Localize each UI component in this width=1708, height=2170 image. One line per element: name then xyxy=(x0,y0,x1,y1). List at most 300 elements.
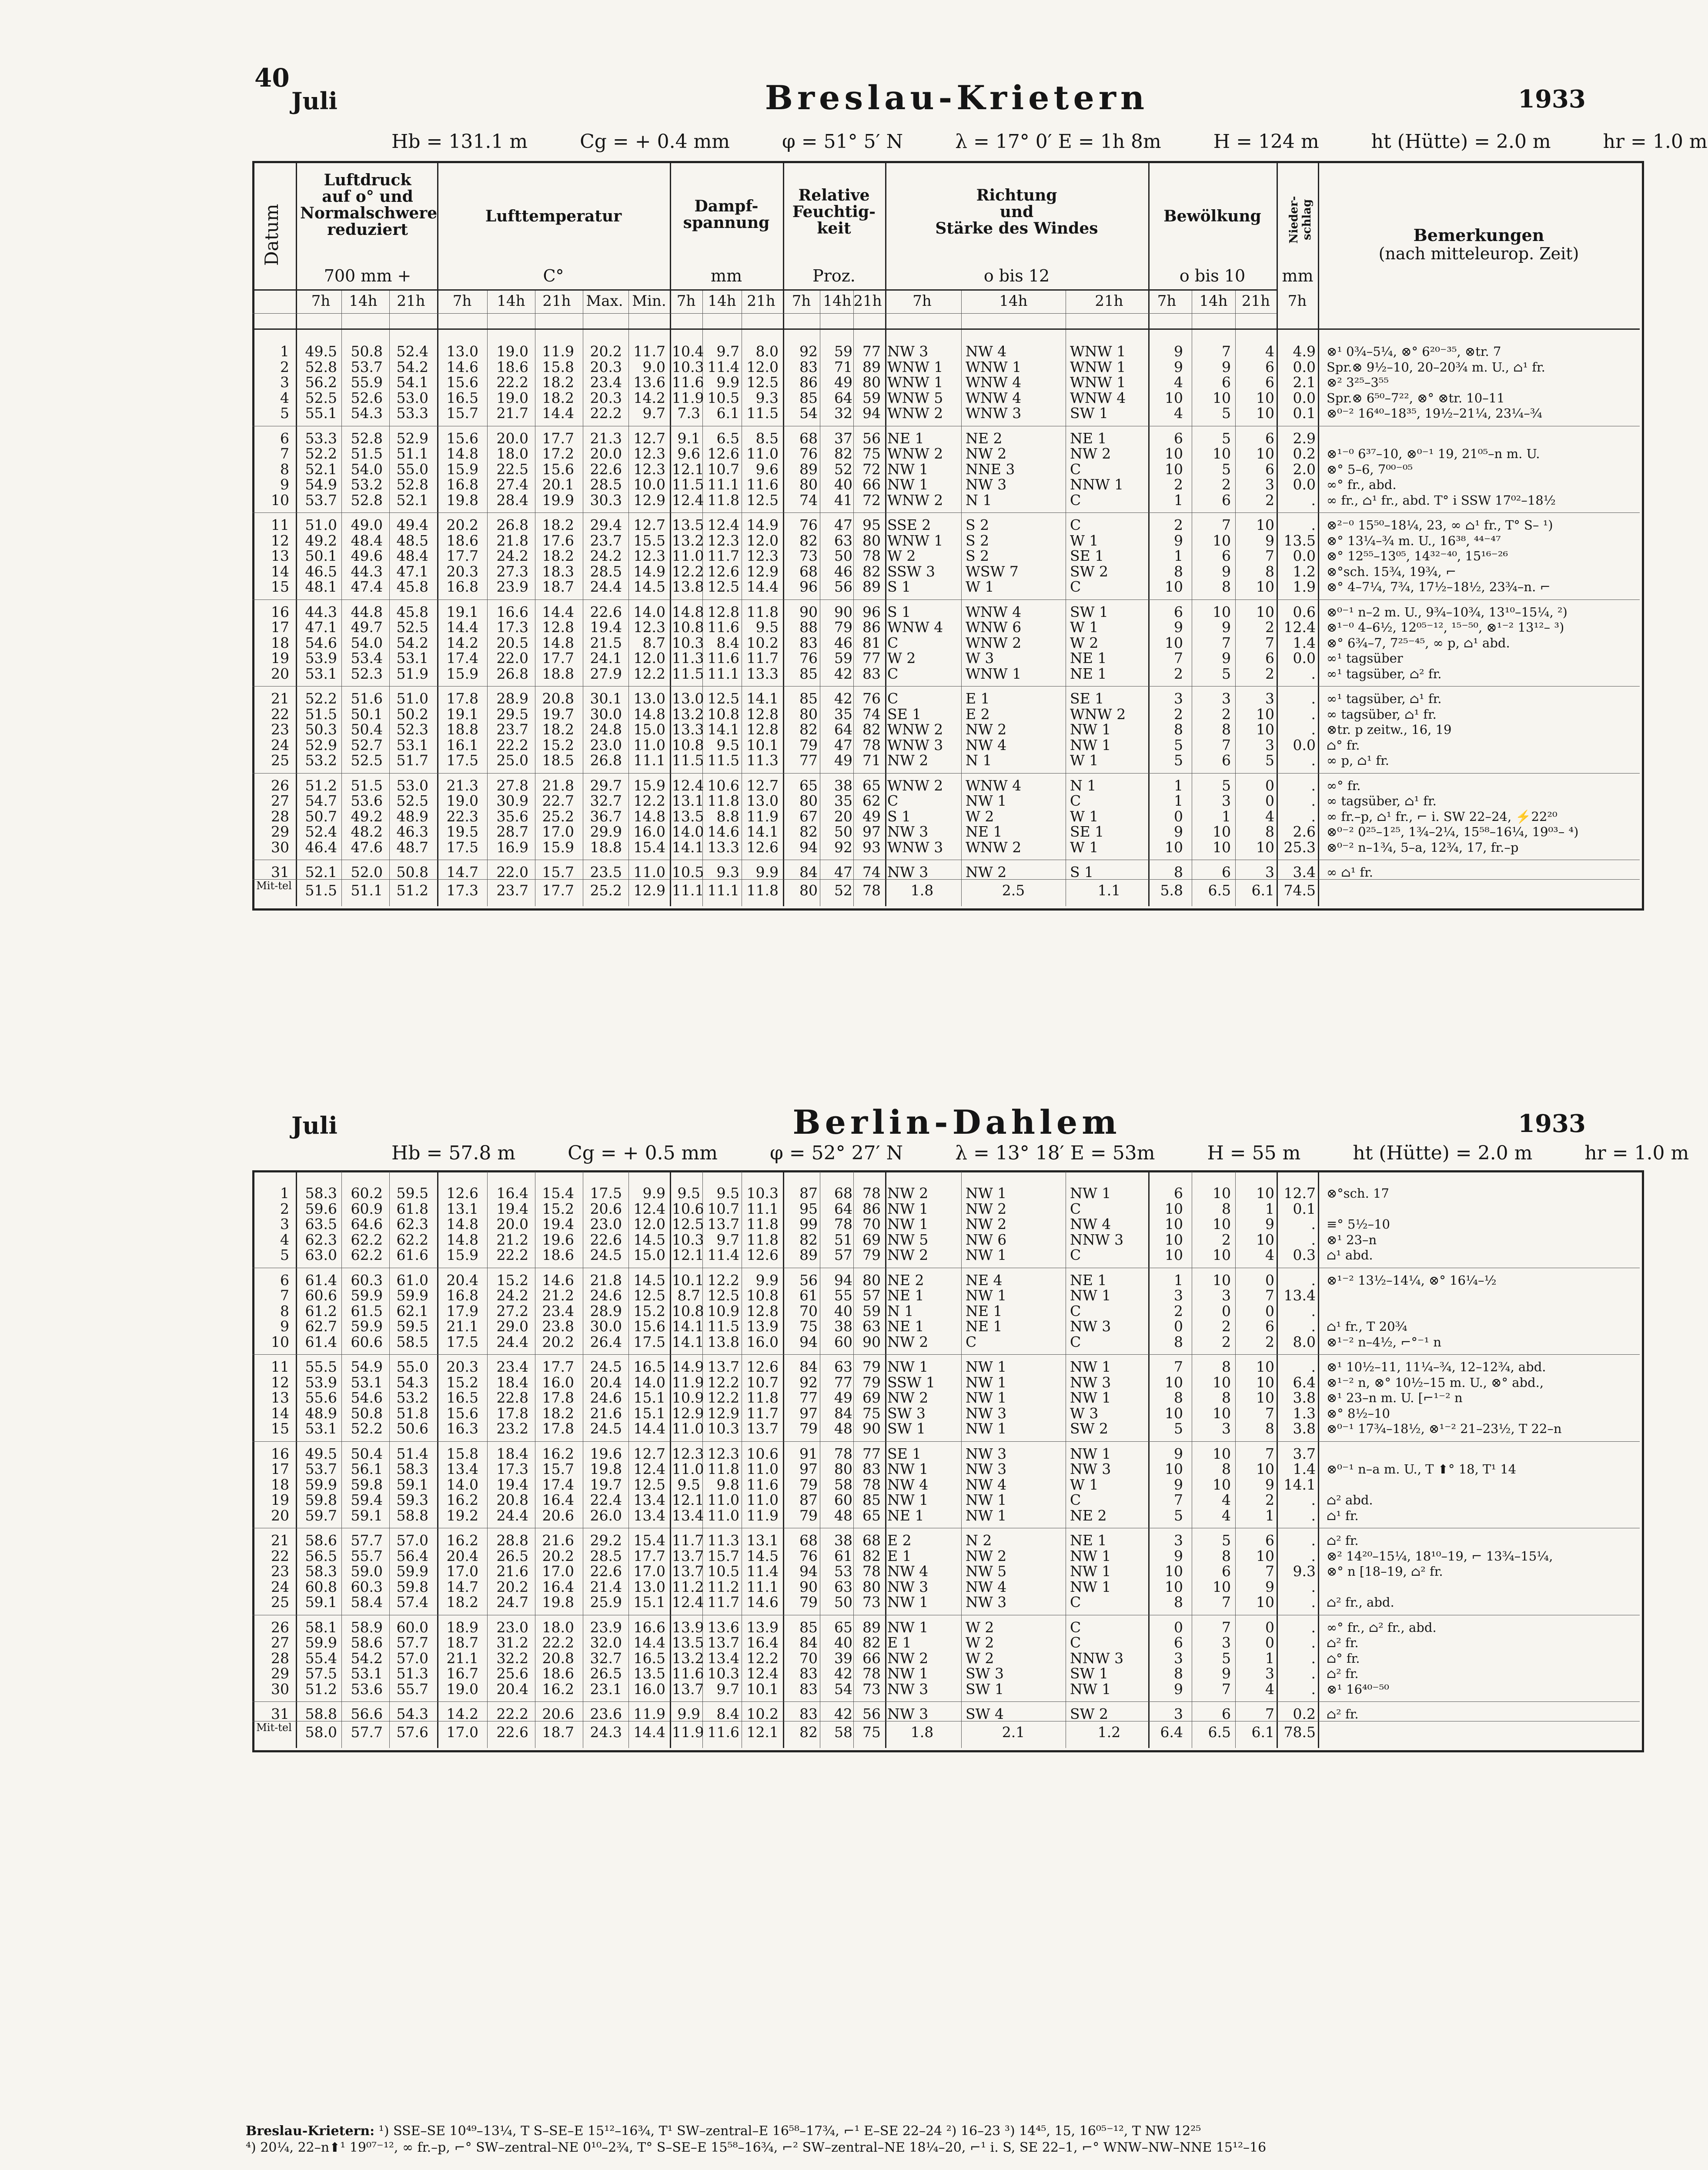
cloud-value: 2 xyxy=(1174,516,1183,533)
humidity-value: 42 xyxy=(834,1705,852,1722)
temperature-value: 19.0 xyxy=(446,792,478,809)
temperature-value: 12.0 xyxy=(633,650,665,666)
temperature-value: 16.0 xyxy=(633,1680,665,1698)
day-number: 12 xyxy=(271,532,289,549)
temperature-value: 9.9 xyxy=(642,1185,665,1202)
pressure-value: 52.0 xyxy=(351,864,383,881)
temperature-value: 18.5 xyxy=(542,752,574,769)
temperature-value: 25.0 xyxy=(496,752,528,769)
mean-value: 23.7 xyxy=(496,881,528,899)
humidity-value: 60 xyxy=(834,1333,852,1350)
humidity-value: 82 xyxy=(834,445,852,462)
data-row xyxy=(0,737,1708,753)
wind-value: NW 2 xyxy=(966,864,1007,881)
humidity-value: 90 xyxy=(862,1333,881,1350)
humidity-value: 47 xyxy=(834,736,852,753)
cloud-value: 0 xyxy=(1265,792,1274,809)
wind-value: E 2 xyxy=(887,1532,912,1549)
data-row xyxy=(0,431,1708,446)
pressure-value: 62.2 xyxy=(351,1231,383,1248)
mean-value: 5.8 xyxy=(1160,881,1183,899)
temperature-value: 21.1 xyxy=(446,1649,478,1667)
vapour-value: 12.8 xyxy=(746,1302,779,1319)
vapour-value: 9.5 xyxy=(755,619,779,636)
temperature-value: 22.6 xyxy=(590,603,622,620)
humidity-value: 76 xyxy=(799,445,818,462)
cloud-value: 8 xyxy=(1222,1200,1231,1217)
temperature-value: 17.7 xyxy=(542,650,574,666)
remark-text: ⊗¹ 23–n xyxy=(1327,1232,1377,1247)
pressure-value: 55.5 xyxy=(305,1358,337,1375)
temperature-value: 13.1 xyxy=(446,1200,478,1217)
temperature-value: 15.9 xyxy=(633,777,665,794)
humidity-value: 82 xyxy=(799,532,818,549)
cloud-value: 9 xyxy=(1174,823,1183,840)
wind-value: WNW 2 xyxy=(966,634,1022,651)
temperature-value: 29.5 xyxy=(496,705,528,723)
vapour-value: 11.8 xyxy=(707,491,739,509)
temperature-value: 15.6 xyxy=(633,1318,665,1335)
data-row xyxy=(0,359,1708,375)
wind-value: C xyxy=(1070,1333,1081,1350)
wind-value: NW 1 xyxy=(1070,721,1111,738)
mean-value: 22.6 xyxy=(496,1723,528,1741)
wind-value: NW 1 xyxy=(966,1491,1007,1508)
wind-value: C xyxy=(887,665,899,682)
wind-value: WNW 2 xyxy=(887,777,943,794)
pressure-value: 45.8 xyxy=(396,603,428,620)
precipitation-value: 1.9 xyxy=(1293,578,1316,595)
vapour-value: 12.6 xyxy=(746,838,779,856)
cloud-value: 10 xyxy=(1213,1271,1231,1289)
pressure-value: 52.9 xyxy=(305,736,337,753)
precipitation-value: . xyxy=(1311,1358,1316,1375)
vapour-value: 14.1 xyxy=(672,838,704,856)
wind-value: W 3 xyxy=(966,650,994,666)
precipitation-value: . xyxy=(1311,1302,1316,1319)
temperature-value: 24.5 xyxy=(590,1246,622,1263)
temperature-value: 19.7 xyxy=(542,705,574,723)
pressure-value: 52.1 xyxy=(305,460,337,478)
temperature-value: 14.2 xyxy=(446,1705,478,1722)
temperature-value: 23.0 xyxy=(590,1216,622,1232)
temperature-value: 15.4 xyxy=(633,1532,665,1549)
humidity-value: 85 xyxy=(799,389,818,406)
wind-value: NW 4 xyxy=(1070,1216,1111,1232)
humidity-value: 67 xyxy=(799,807,818,825)
temperature-value: 21.8 xyxy=(590,1271,622,1289)
day-number: 18 xyxy=(271,1476,289,1493)
temperature-value: 20.3 xyxy=(446,563,478,580)
humidity-value: 89 xyxy=(799,1246,818,1263)
mean-value: 51.5 xyxy=(305,881,337,899)
temperature-value: 16.5 xyxy=(446,389,478,406)
pressure-value: 57.4 xyxy=(396,1594,428,1611)
temperature-value: 17.0 xyxy=(542,823,574,840)
precipitation-value: 8.0 xyxy=(1293,1333,1316,1350)
humidity-value: 40 xyxy=(834,1634,852,1651)
vapour-value: 12.1 xyxy=(672,1246,704,1263)
pressure-value: 52.1 xyxy=(396,491,428,509)
remark-text: ⊗¹ 16⁴⁰⁻⁵⁰ xyxy=(1327,1681,1389,1697)
cloud-value: 10 xyxy=(1256,578,1274,595)
unit-niederschlag: mm xyxy=(1282,266,1314,285)
pressure-value: 59.9 xyxy=(396,1563,428,1580)
vapour-value: 11.2 xyxy=(672,1578,704,1595)
pressure-value: 59.9 xyxy=(351,1287,383,1304)
humidity-value: 90 xyxy=(862,1420,881,1437)
cloud-value: 6 xyxy=(1265,1318,1274,1335)
vapour-value: 12.0 xyxy=(746,532,779,549)
humidity-value: 35 xyxy=(834,792,852,809)
remark-text: ∞ ⌂¹ fr. xyxy=(1327,865,1373,880)
temperature-value: 14.9 xyxy=(633,563,665,580)
remark-text: ⌂¹ fr., T 20¾ xyxy=(1327,1319,1407,1334)
humidity-value: 69 xyxy=(862,1389,881,1406)
humidity-value: 83 xyxy=(799,1665,818,1682)
wind-value: W 1 xyxy=(1070,752,1099,769)
wind-value: W 1 xyxy=(1070,1476,1099,1493)
humidity-value: 54 xyxy=(799,405,818,422)
wind-value: SSW 1 xyxy=(887,1373,936,1391)
pressure-value: 58.8 xyxy=(305,1705,337,1722)
cloud-value: 8 xyxy=(1222,578,1231,595)
humidity-value: 70 xyxy=(799,1649,818,1667)
mean-value: 6.1 xyxy=(1251,881,1274,899)
humidity-value: 42 xyxy=(834,690,852,707)
cloud-value: 5 xyxy=(1222,777,1231,794)
precipitation-value: . xyxy=(1311,1649,1316,1667)
wind-value: NW 1 xyxy=(887,1200,929,1217)
temperature-value: 30.3 xyxy=(590,491,622,509)
pressure-value: 54.1 xyxy=(396,374,428,391)
wind-value: SW 1 xyxy=(966,1680,1004,1698)
pressure-value: 56.4 xyxy=(396,1547,428,1564)
remark-text: ≡° 5½–10 xyxy=(1327,1217,1390,1232)
vapour-value: 12.9 xyxy=(746,563,779,580)
temperature-value: 12.8 xyxy=(542,619,574,636)
unit-luftdruck: 700 mm + xyxy=(324,266,411,285)
vapour-value: 13.7 xyxy=(707,1358,739,1375)
wind-value: NW 2 xyxy=(966,721,1007,738)
temperature-value: 16.2 xyxy=(542,1445,574,1462)
remark-text: ⊗°sch. 17 xyxy=(1327,1186,1389,1201)
humidity-value: 77 xyxy=(834,1373,852,1391)
temperature-value: 28.8 xyxy=(496,1532,528,1549)
humidity-value: 78 xyxy=(862,1665,881,1682)
day-number: 8 xyxy=(280,460,289,478)
temperature-value: 17.9 xyxy=(446,1302,478,1319)
cloud-value: 9 xyxy=(1222,563,1231,580)
temperature-value: 25.6 xyxy=(496,1665,528,1682)
vapour-value: 9.9 xyxy=(755,864,779,881)
remark-text: ∞ tagsüber, ⌂¹ fr. xyxy=(1327,707,1437,722)
wind-value: NW 4 xyxy=(887,1563,929,1580)
remark-text: ⊗⁰⁻¹ 17¾–18½, ⊗¹⁻² 21–23½, T 22–n xyxy=(1327,1421,1562,1436)
humidity-value: 70 xyxy=(799,1302,818,1319)
pressure-value: 53.2 xyxy=(351,476,383,493)
pressure-value: 53.2 xyxy=(305,752,337,769)
vapour-value: 11.9 xyxy=(672,389,704,406)
temperature-value: 12.7 xyxy=(633,1445,665,1462)
temperature-value: 18.7 xyxy=(542,578,574,595)
humidity-value: 83 xyxy=(799,358,818,375)
humidity-value: 50 xyxy=(834,1594,852,1611)
humidity-value: 71 xyxy=(862,752,881,769)
temperature-value: 30.0 xyxy=(590,1318,622,1335)
pressure-value: 62.3 xyxy=(396,1216,428,1232)
temperature-value: 16.6 xyxy=(633,1618,665,1636)
temperature-value: 17.7 xyxy=(542,429,574,447)
precipitation-value: 1.3 xyxy=(1293,1404,1316,1422)
remark-text: Spr.⊗ 9½–10, 20–20¾ m. U., ⌂¹ fr. xyxy=(1327,359,1545,375)
cloud-value: 7 xyxy=(1265,1404,1274,1422)
cloud-value: 7 xyxy=(1222,634,1231,651)
remark-text: ⊗¹ 0¾–5¼, ⊗° 6²⁰⁻³⁵, ⊗tr. 7 xyxy=(1327,344,1501,359)
sub-header-h21: 21h xyxy=(747,292,775,310)
temperature-value: 24.6 xyxy=(590,1287,622,1304)
pressure-value: 46.5 xyxy=(305,563,337,580)
humidity-value: 84 xyxy=(799,864,818,881)
pressure-value: 58.8 xyxy=(396,1507,428,1524)
mean-value: 2.5 xyxy=(1002,881,1025,899)
wind-value: NW 1 xyxy=(966,1420,1007,1437)
wind-value: C xyxy=(887,690,899,707)
header-line: Dampf- xyxy=(694,197,759,215)
humidity-value: 87 xyxy=(799,1491,818,1508)
wind-value: NW 3 xyxy=(966,1594,1007,1611)
humidity-value: 63 xyxy=(834,1358,852,1375)
vapour-value: 13.5 xyxy=(672,516,704,533)
precipitation-value: 2.1 xyxy=(1293,374,1316,391)
humidity-value: 93 xyxy=(862,838,881,856)
pressure-value: 48.4 xyxy=(351,532,383,549)
cloud-value: 10 xyxy=(1256,721,1274,738)
wind-value: NW 3 xyxy=(887,343,929,360)
cloud-value: 10 xyxy=(1165,389,1183,406)
humidity-value: 76 xyxy=(799,650,818,666)
vapour-value: 9.9 xyxy=(677,1705,700,1722)
pressure-value: 53.7 xyxy=(351,358,383,375)
temperature-value: 13.0 xyxy=(633,1578,665,1595)
humidity-value: 83 xyxy=(799,634,818,651)
precipitation-value: 1.4 xyxy=(1293,634,1316,651)
data-row xyxy=(0,1533,1708,1548)
temperature-value: 25.2 xyxy=(542,807,574,825)
mean-value: 18.7 xyxy=(542,1723,574,1741)
vapour-value: 14.5 xyxy=(746,1547,779,1564)
remark-text: ⌂° fr. xyxy=(1327,737,1360,753)
cloud-value: 0 xyxy=(1265,777,1274,794)
vapour-value: 11.6 xyxy=(707,619,739,636)
wind-value: NE 1 xyxy=(966,823,1003,840)
vapour-value: 12.4 xyxy=(672,1594,704,1611)
wind-value: SW 1 xyxy=(1070,1665,1109,1682)
data-row xyxy=(0,390,1708,406)
cloud-value: 10 xyxy=(1256,603,1274,620)
vapour-value: 13.7 xyxy=(672,1547,704,1564)
data-row xyxy=(0,1303,1708,1319)
data-row xyxy=(0,840,1708,855)
data-row xyxy=(0,793,1708,809)
wind-value: NW 4 xyxy=(966,736,1007,753)
cloud-value: 5 xyxy=(1222,665,1231,682)
wind-value: W 2 xyxy=(966,1649,994,1667)
temperature-value: 17.3 xyxy=(496,1460,528,1477)
temperature-value: 12.3 xyxy=(633,547,665,564)
temperature-value: 16.7 xyxy=(446,1665,478,1682)
data-row xyxy=(0,548,1708,564)
humidity-value: 80 xyxy=(799,792,818,809)
vapour-value: 6.1 xyxy=(716,405,739,422)
temperature-value: 23.9 xyxy=(590,1618,622,1636)
cloud-value: 0 xyxy=(1265,1271,1274,1289)
sub-header-h7: 7h xyxy=(676,292,696,310)
mean-value: 11.1 xyxy=(707,881,739,899)
data-row xyxy=(0,722,1708,737)
pressure-value: 51.1 xyxy=(396,445,428,462)
data-row xyxy=(0,864,1708,880)
pressure-value: 60.0 xyxy=(396,1618,428,1636)
cloud-value: 1 xyxy=(1222,807,1231,825)
humidity-value: 82 xyxy=(799,823,818,840)
precipitation-value: . xyxy=(1311,1491,1316,1508)
humidity-value: 82 xyxy=(799,721,818,738)
humidity-value: 59 xyxy=(834,650,852,666)
pressure-value: 53.1 xyxy=(305,1420,337,1437)
humidity-value: 79 xyxy=(862,1246,881,1263)
wind-value: NW 1 xyxy=(1070,1563,1111,1580)
humidity-value: 73 xyxy=(862,1680,881,1698)
humidity-value: 78 xyxy=(834,1445,852,1462)
humidity-value: 42 xyxy=(834,1665,852,1682)
cloud-value: 5 xyxy=(1174,1507,1183,1524)
temperature-value: 20.8 xyxy=(542,690,574,707)
temperature-value: 14.2 xyxy=(446,634,478,651)
vapour-value: 13.4 xyxy=(672,1507,704,1524)
precipitation-value: 0.0 xyxy=(1293,547,1316,564)
humidity-value: 70 xyxy=(862,1216,881,1232)
col-header-niederschlag: Nieder-schlag xyxy=(1287,196,1314,244)
wind-value: NW 1 xyxy=(966,1287,1007,1304)
temperature-value: 23.9 xyxy=(496,578,528,595)
header-line: Stärke des Windes xyxy=(935,219,1098,238)
humidity-value: 88 xyxy=(799,619,818,636)
temperature-value: 21.8 xyxy=(542,777,574,794)
pressure-value: 54.2 xyxy=(396,358,428,375)
humidity-value: 92 xyxy=(799,343,818,360)
temperature-value: 22.6 xyxy=(590,460,622,478)
cloud-value: 10 xyxy=(1165,445,1183,462)
temperature-value: 20.2 xyxy=(590,343,622,360)
vapour-value: 9.5 xyxy=(677,1185,700,1202)
day-number: 6 xyxy=(280,429,289,447)
humidity-value: 74 xyxy=(862,864,881,881)
pressure-value: 44.3 xyxy=(305,603,337,620)
humidity-value: 90 xyxy=(834,603,852,620)
mean-value: 11.9 xyxy=(672,1723,704,1741)
vapour-value: 12.2 xyxy=(707,1271,739,1289)
unit-wind: o bis 12 xyxy=(983,266,1050,285)
humidity-value: 64 xyxy=(834,1200,852,1217)
wind-value: NW 3 xyxy=(1070,1373,1111,1391)
temperature-value: 19.4 xyxy=(590,619,622,636)
data-row xyxy=(0,1421,1708,1437)
humidity-value: 77 xyxy=(799,1389,818,1406)
humidity-value: 89 xyxy=(799,460,818,478)
temperature-value: 16.4 xyxy=(542,1578,574,1595)
cloud-value: 7 xyxy=(1222,343,1231,360)
vapour-value: 10.5 xyxy=(707,389,739,406)
day-number: 22 xyxy=(271,1547,289,1564)
station-year: 1933 xyxy=(1518,85,1586,114)
temperature-value: 32.7 xyxy=(590,792,622,809)
data-row xyxy=(0,809,1708,824)
day-number: 29 xyxy=(271,1665,289,1682)
sub-header-h7: 7h xyxy=(792,292,811,310)
header-rule xyxy=(252,328,1640,330)
temperature-value: 18.2 xyxy=(542,374,574,391)
day-number: 14 xyxy=(271,1404,289,1422)
mean-value: 57.6 xyxy=(396,1723,428,1741)
vapour-value: 11.7 xyxy=(746,1404,779,1422)
pressure-value: 56.6 xyxy=(351,1705,383,1722)
sub-header-min: Min. xyxy=(632,292,666,310)
temperature-value: 23.5 xyxy=(590,864,622,881)
day-number: 15 xyxy=(271,1420,289,1437)
wind-value: NNW 1 xyxy=(1070,476,1124,493)
temperature-value: 24.5 xyxy=(590,1358,622,1375)
temperature-value: 22.0 xyxy=(496,864,528,881)
vapour-value: 14.9 xyxy=(672,1358,704,1375)
wind-value: WNW 4 xyxy=(966,389,1022,406)
day-number: 7 xyxy=(280,445,289,462)
pressure-value: 49.2 xyxy=(351,807,383,825)
temperature-value: 14.6 xyxy=(446,358,478,375)
cloud-value: 1 xyxy=(1265,1507,1274,1524)
temperature-value: 11.9 xyxy=(633,1705,665,1722)
data-row xyxy=(0,620,1708,635)
wind-value: NW 1 xyxy=(887,476,929,493)
precipitation-value: 0.0 xyxy=(1293,476,1316,493)
data-row xyxy=(0,375,1708,390)
pressure-value: 48.5 xyxy=(396,532,428,549)
pressure-value: 59.8 xyxy=(351,1476,383,1493)
vapour-value: 13.1 xyxy=(746,1532,779,1549)
pressure-value: 52.1 xyxy=(305,864,337,881)
data-row xyxy=(0,1706,1708,1722)
wind-value: NE 1 xyxy=(1070,650,1107,666)
vapour-value: 12.6 xyxy=(746,1246,779,1263)
cloud-value: 8 xyxy=(1265,563,1274,580)
humidity-value: 66 xyxy=(862,1649,881,1667)
pressure-value: 46.3 xyxy=(396,823,428,840)
precipitation-value: 9.3 xyxy=(1293,1563,1316,1580)
pressure-value: 48.7 xyxy=(396,838,428,856)
pressure-value: 52.3 xyxy=(351,665,383,682)
remark-text: ⌂² fr. xyxy=(1327,1666,1359,1681)
pressure-value: 49.6 xyxy=(351,547,383,564)
humidity-value: 80 xyxy=(799,476,818,493)
temperature-value: 16.0 xyxy=(542,1373,574,1391)
cloud-value: 9 xyxy=(1174,1476,1183,1493)
pressure-value: 58.5 xyxy=(396,1333,428,1350)
cloud-value: 6 xyxy=(1222,547,1231,564)
header-line: spannung xyxy=(683,214,770,232)
vapour-value: 11.2 xyxy=(707,1578,739,1595)
pressure-value: 48.9 xyxy=(396,807,428,825)
vapour-value: 13.1 xyxy=(672,792,704,809)
